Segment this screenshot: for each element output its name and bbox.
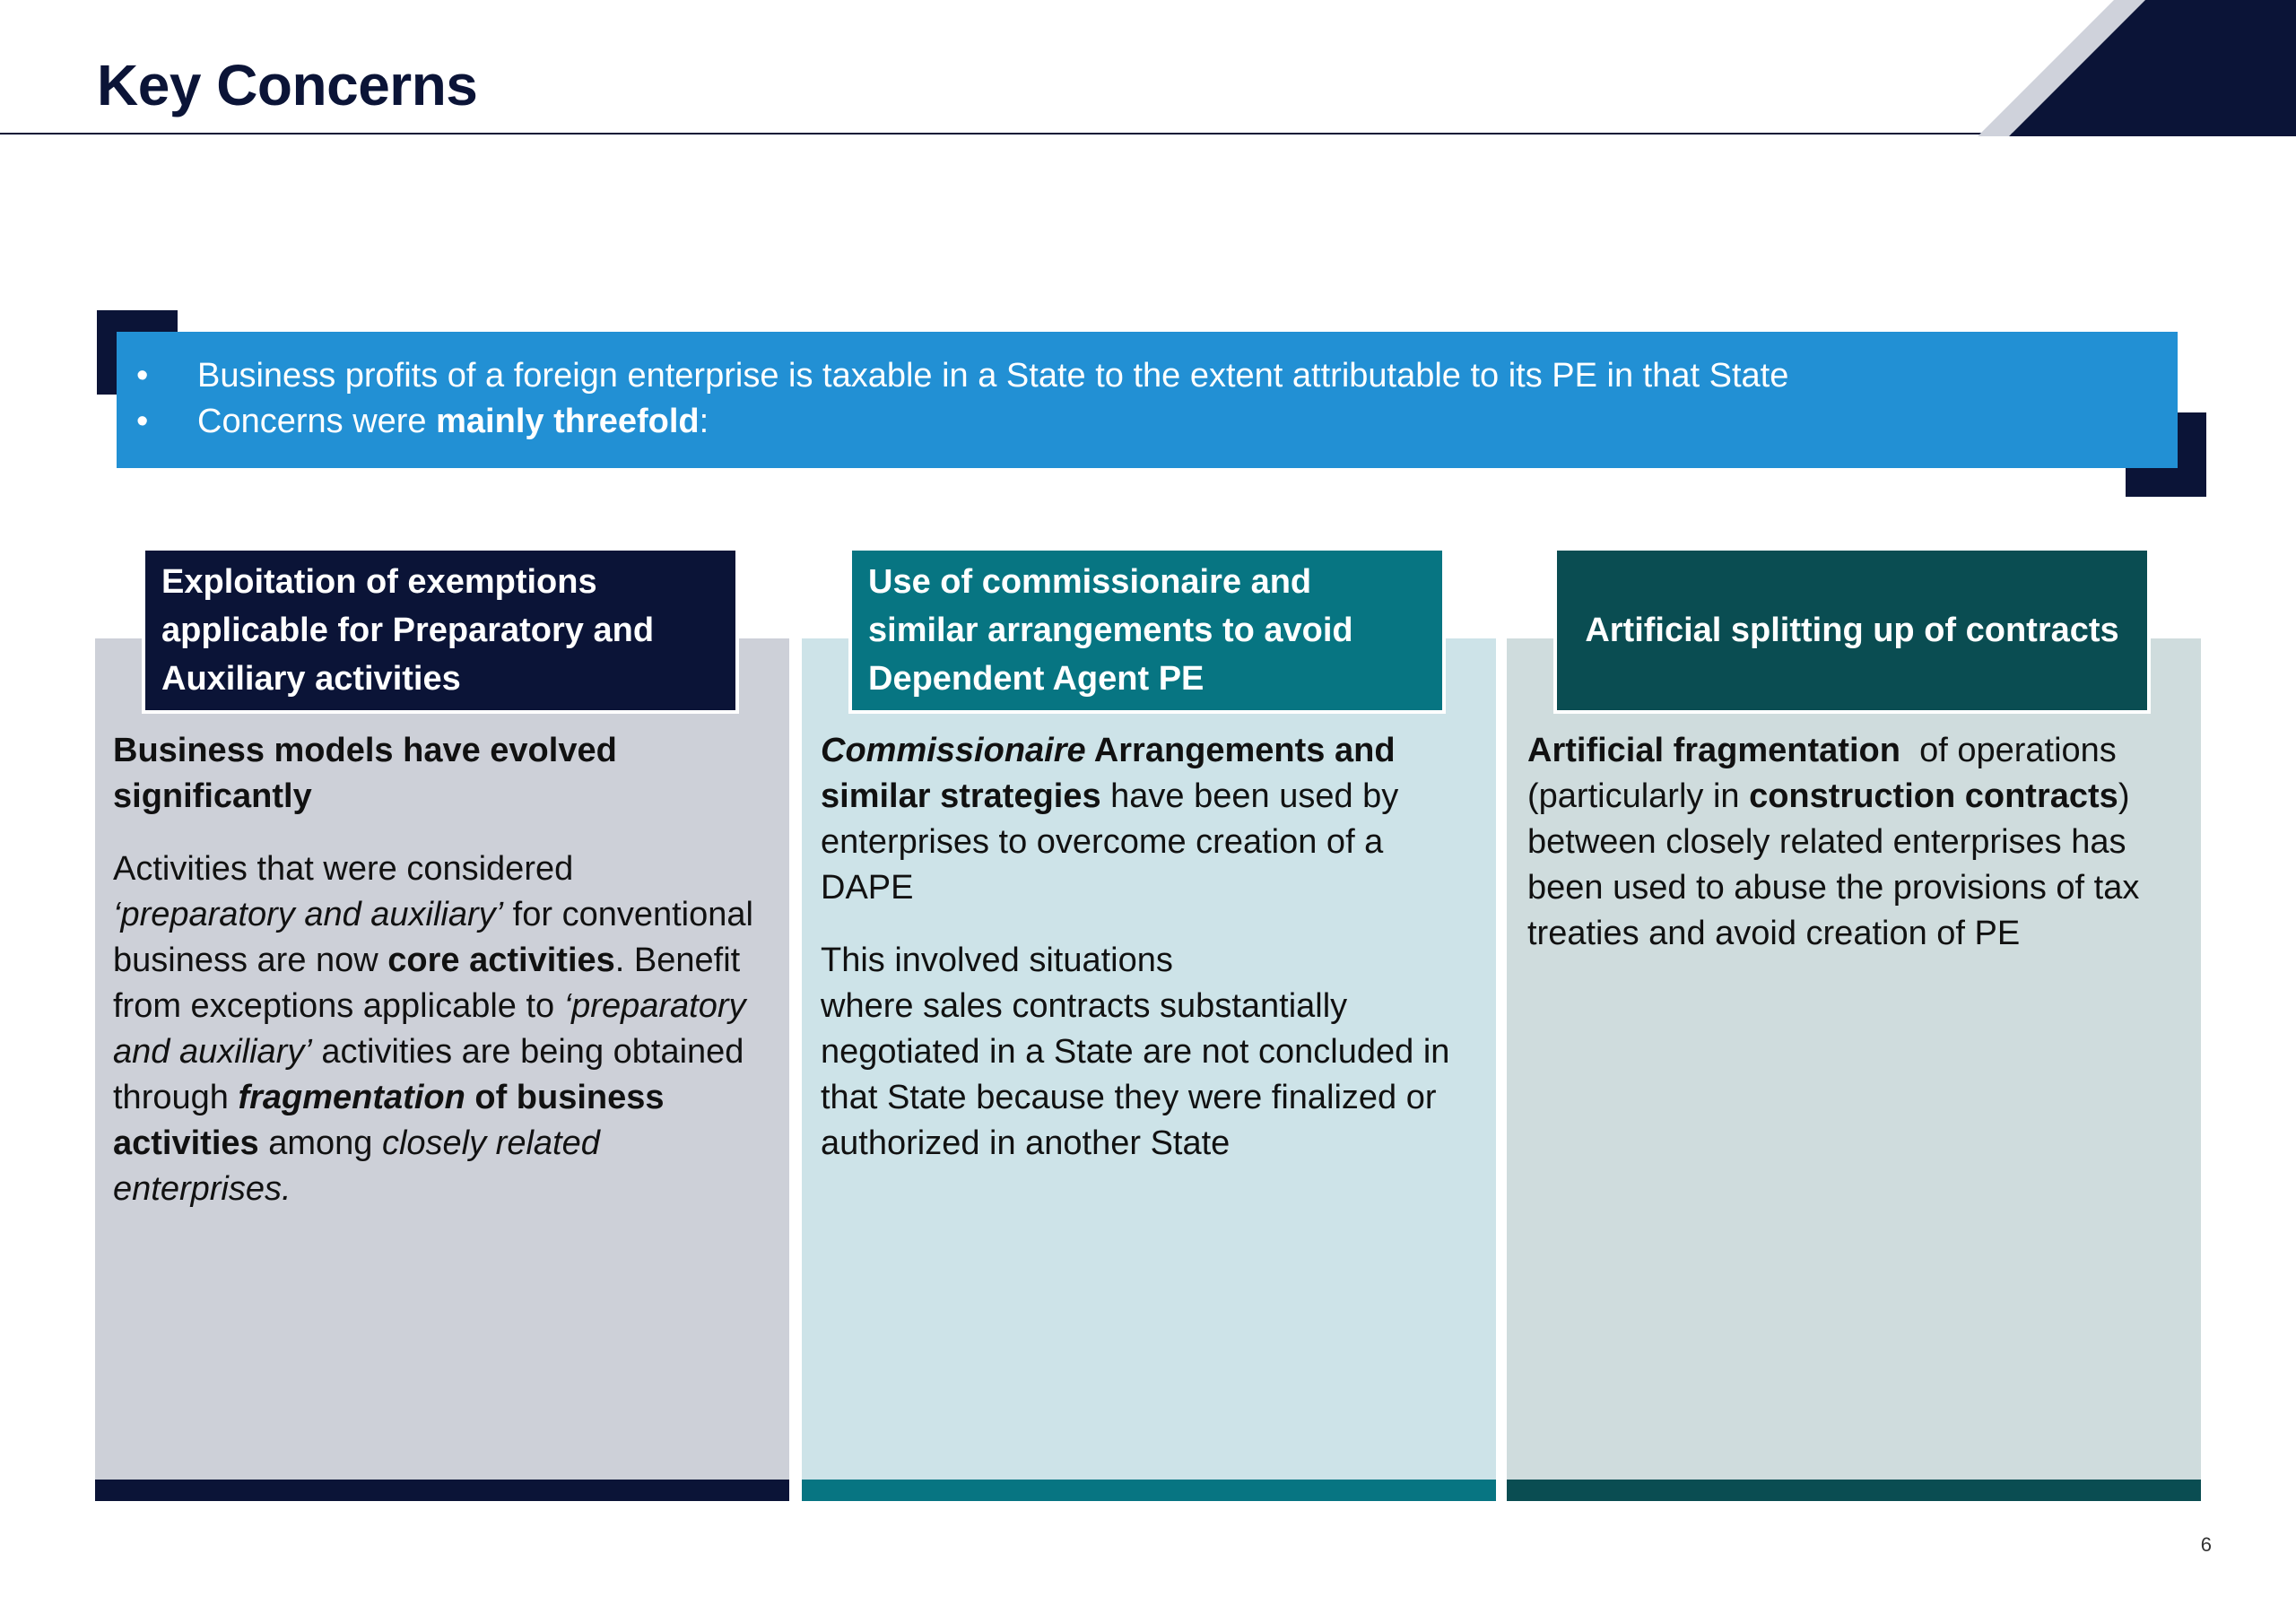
page-number: 6 <box>2200 1533 2212 1556</box>
column-1-header: Exploitation of exemptions applicable for Preparatory and Auxiliary activities <box>142 547 739 714</box>
column-2-paragraph-line-1: This involved situations <box>821 942 1173 979</box>
column-2-lead: Commissionaire Arrangements and similar strategies have been used by enterprises to overcome creation of a DAPE <box>821 732 1399 907</box>
column-2-body <box>821 728 1466 1167</box>
column-2-paragraph: where sales contracts substantially negotiated in a State are not concluded in that State because they were finalized or authorized in another State <box>821 987 1450 1162</box>
column-3-body <box>1527 728 2173 957</box>
column-3-bottom-bar <box>1507 1480 2201 1501</box>
banner-line-2: Concerns were mainly threefold: <box>197 403 709 440</box>
banner-line-1: Business profits of a foreign enterprise is taxable in a State to the extent attributable to its PE in that State <box>197 357 1789 395</box>
corner-decoration <box>1973 0 2296 136</box>
column-2-header: Use of commissionaire and similar arrangements to avoid Dependent Agent PE <box>848 547 1446 714</box>
column-1-paragraph: Activities that were considered ‘preparatory and auxiliary’ for conventional business are now core activities. Benefit from exceptions applicable to ‘preparatory and auxiliary’ activities are being obtained through fragmentation of business activities among closely related enterprises. <box>113 850 753 1208</box>
title-underline <box>0 133 2296 135</box>
summary-banner <box>117 332 2178 468</box>
bullet-icon: • <box>136 403 149 440</box>
page-title: Key Concerns <box>97 53 478 117</box>
banner-bullet-2 <box>117 399 2178 445</box>
bullet-icon: • <box>136 357 149 395</box>
column-2-bottom-bar <box>802 1480 1496 1501</box>
banner-bullet-1 <box>117 353 2178 399</box>
column-1-bottom-bar <box>95 1480 789 1501</box>
column-3-paragraph: Artificial fragmentation of operations (particularly in construction contracts) between closely related enterprises has been used to abuse the provisions of tax treaties and avoid creation of PE <box>1527 732 2140 952</box>
column-1-lead: Business models have evolved significantly <box>113 732 617 815</box>
column-1-body <box>113 728 759 1212</box>
column-3-header: Artificial splitting up of contracts <box>1553 547 2151 714</box>
